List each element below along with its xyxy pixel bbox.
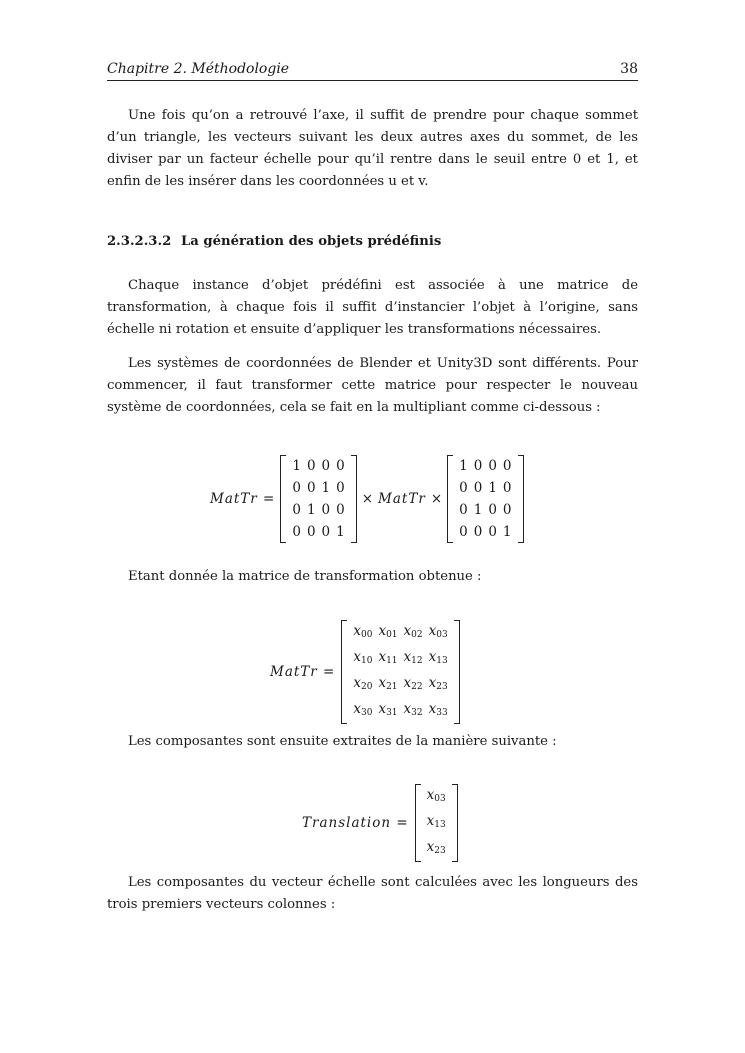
matrix-cell: $x_{03}$ <box>426 787 446 804</box>
matrix-cell: 0 <box>459 480 468 496</box>
matrix-cell: 0 <box>336 502 345 518</box>
equation-lhs: MatTr = <box>210 491 276 507</box>
section-heading <box>107 232 638 252</box>
equation-lhs: Translation = <box>302 815 409 831</box>
matrix-cell: 0 <box>473 480 483 496</box>
matrix-cell: $x_{13}$ <box>428 649 448 666</box>
matrix-cell: $x_{10}$ <box>353 649 373 666</box>
matrix-cell: 1 <box>502 524 512 540</box>
matrix-cell: $x_{13}$ <box>426 813 446 830</box>
matrix-cell: $x_{21}$ <box>378 675 398 692</box>
matrix-cell: 1 <box>306 502 316 518</box>
matrix-cell: 0 <box>321 502 331 518</box>
paragraph-scale-vector: Les composantes du vecteur échelle sont calculées avec les longueurs des trois premiers vecteurs colonnes : <box>107 875 638 912</box>
matrix-cell: 0 <box>321 524 331 540</box>
matrix-axis-swap-right <box>447 455 523 543</box>
matrix-cell: $x_{12}$ <box>403 649 423 666</box>
equation-lhs: MatTr = <box>270 664 336 680</box>
matrix-cell: $x_{02}$ <box>403 623 423 640</box>
equation-transform-matrix <box>270 620 460 724</box>
paragraph-predefined-objects: Chaque instance d’objet prédéfini est associée à une matrice de transformation, à chaque fois il suffit d’instancier l’objet à l’origine, sans échelle ni rotation et ensuite d’appliquer les transformations nécessaires. <box>107 278 638 337</box>
matrix-cell: 0 <box>488 502 497 518</box>
matrix-cell: 1 <box>292 458 301 474</box>
matrix-cell: $x_{23}$ <box>428 675 448 692</box>
matrix-cell: 1 <box>488 480 497 496</box>
matrix-cell: 0 <box>502 502 512 518</box>
matrix-cell: $x_{32}$ <box>403 701 423 718</box>
matrix-cell: $x_{00}$ <box>353 623 373 640</box>
page-number: 38 <box>620 61 638 77</box>
matrix-cell: 0 <box>459 524 468 540</box>
matrix-cell: 0 <box>459 502 468 518</box>
section-title: La génération des objets prédéfinis <box>181 234 442 249</box>
matrix-cell: 1 <box>336 524 345 540</box>
section-number: 2.3.2.3.2 <box>107 234 172 249</box>
matrix-cell: 0 <box>292 524 301 540</box>
paragraph-extraction: Les composantes sont ensuite extraites de la manière suivante : <box>128 734 557 749</box>
matrix-cell: 0 <box>336 480 345 496</box>
matrix-cell: $x_{01}$ <box>378 623 398 640</box>
running-header <box>107 60 638 81</box>
matrix-cell: $x_{23}$ <box>426 839 446 856</box>
matrix-cell: 0 <box>473 524 483 540</box>
times-operator: × <box>430 491 443 507</box>
matrix-cell: 0 <box>502 458 512 474</box>
matrix-cell: 0 <box>336 458 345 474</box>
matrix-cell: 0 <box>292 502 301 518</box>
matrix-cell: 0 <box>488 458 497 474</box>
matrix-cell: $x_{30}$ <box>353 701 373 718</box>
matrix-cell: 1 <box>473 502 483 518</box>
matrix-axis-swap-left <box>280 455 356 543</box>
matrix-cell: 1 <box>321 480 331 496</box>
matrix-cell: 0 <box>502 480 512 496</box>
matrix-cell: $x_{20}$ <box>353 675 373 692</box>
matrix-name: MatTr <box>378 491 426 507</box>
times-operator: × <box>361 491 374 507</box>
matrix-cell: $x_{11}$ <box>378 649 398 666</box>
matrix-elements <box>341 620 459 724</box>
equation-translation <box>302 784 458 862</box>
matrix-cell: 0 <box>473 458 483 474</box>
matrix-cell: 0 <box>488 524 497 540</box>
translation-vector <box>415 784 458 862</box>
paragraph-coordinate-systems: Les systèmes de coordonnées de Blender et Unity3D sont différents. Pour commencer, il faut transformer cette matrice pour respecter le nouveau système de coordonnées, cela se fait en la multipliant comme ci-dessous : <box>107 356 638 415</box>
matrix-cell: $x_{31}$ <box>378 701 398 718</box>
matrix-cell: $x_{33}$ <box>428 701 448 718</box>
matrix-cell: 0 <box>306 458 316 474</box>
paragraph-obtained-matrix: Etant donnée la matrice de transformation obtenue : <box>128 569 482 584</box>
equation-basis-change <box>210 455 524 543</box>
matrix-cell: 0 <box>321 458 331 474</box>
matrix-cell: 0 <box>292 480 301 496</box>
matrix-cell: $x_{22}$ <box>403 675 423 692</box>
chapter-title: Chapitre 2. Méthodologie <box>107 61 290 77</box>
matrix-cell: 0 <box>306 480 316 496</box>
paragraph-uv-coordinates: Une fois qu’on a retrouvé l’axe, il suffit de prendre pour chaque sommet d’un triangle, les vecteurs suivant les deux autres axes du sommet, de les diviser par un facteur échelle pour qu’il rentre dans le seuil entre 0 et 1, et enfin de les insérer dans les coordonnées u et v. <box>107 108 638 189</box>
matrix-cell: 0 <box>306 524 316 540</box>
matrix-cell: $x_{03}$ <box>428 623 448 640</box>
matrix-cell: 1 <box>459 458 468 474</box>
